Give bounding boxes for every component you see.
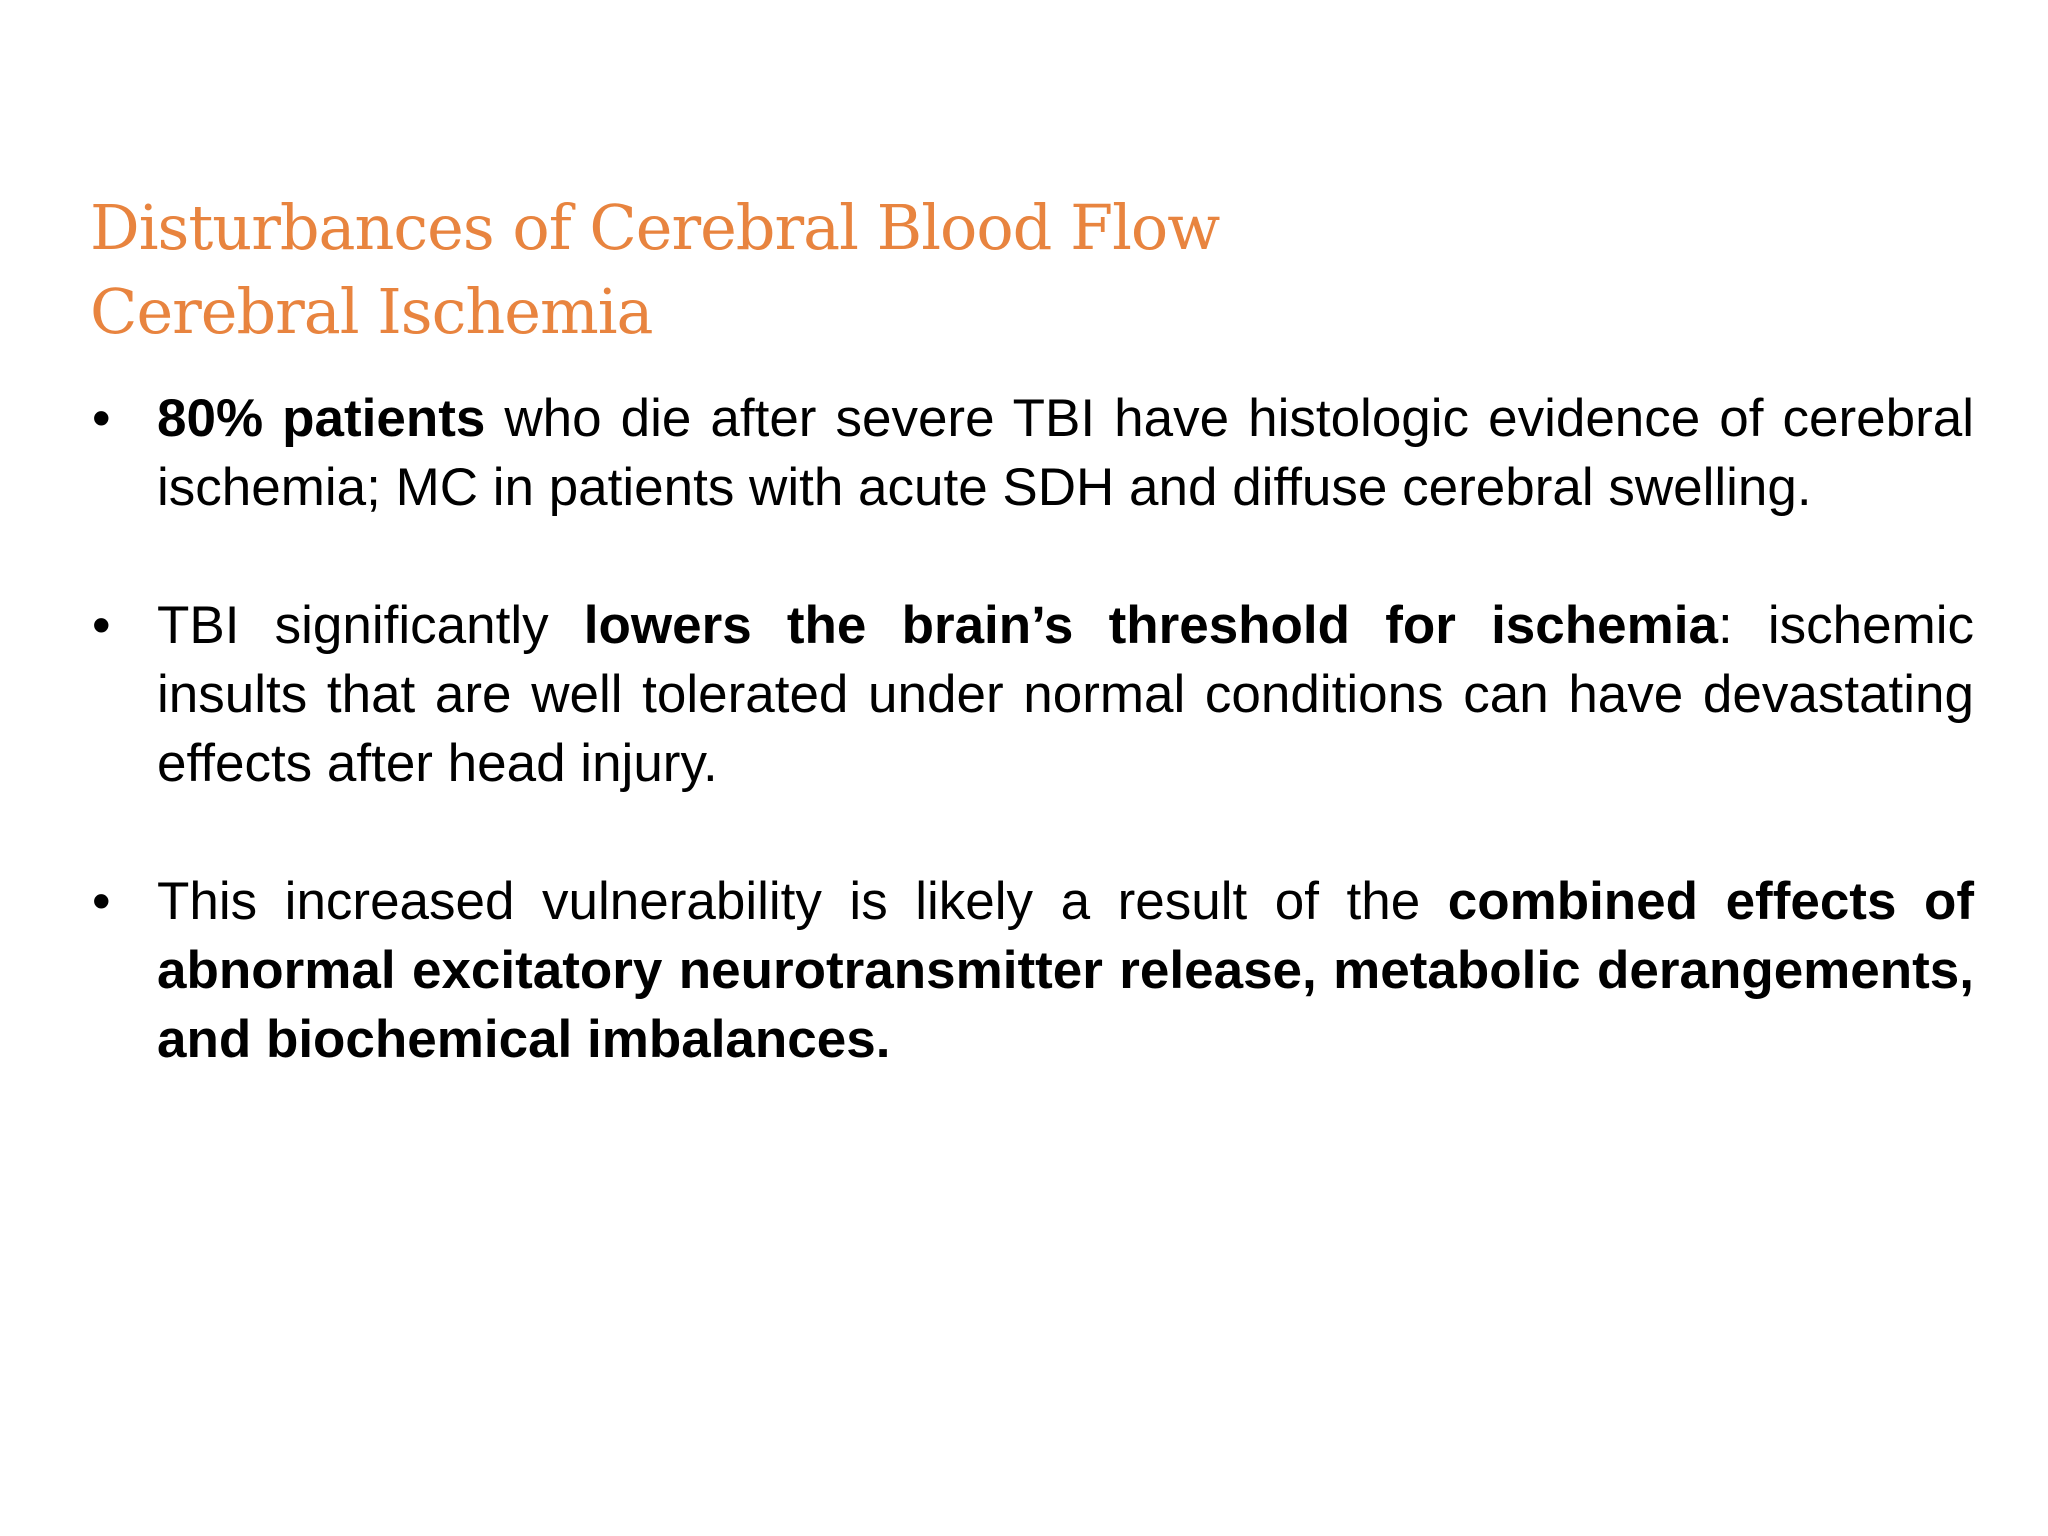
slide-title: [90, 186, 1990, 354]
bullet-text: [157, 867, 1974, 1074]
bullet-body: : ischemic insults that are well tolerated under normal conditions can have devastating effects after head injury.: [157, 596, 1975, 793]
title-line-2: Cerebral Ischemia: [90, 275, 653, 348]
bullet-list: [90, 384, 1974, 1143]
bullet-marker: •: [92, 872, 111, 931]
bullet-item-2: [90, 591, 1974, 798]
bullet-emphasis: combined effects of abnormal excitatory neurotransmitter release, metabolic derangements, and biochemical imbalances.: [157, 872, 1974, 1069]
bullet-text: [157, 384, 1974, 522]
bullet-item-3: [90, 867, 1974, 1074]
bullet-emphasis: lowers the brain’s threshold for ischemia: [583, 596, 1718, 655]
bullet-body: TBI significantly: [157, 596, 584, 655]
bullet-body: This increased vulnerability is likely a result of the: [157, 872, 1448, 931]
bullet-item-1: [90, 384, 1974, 522]
bullet-text: [157, 591, 1974, 798]
bullet-marker: •: [92, 389, 111, 448]
bullet-body: who die after severe TBI have histologic evidence of cerebral ischemia; MC in patients with acute SDH and diffuse cerebral swelling.: [157, 389, 1974, 517]
bullet-marker: •: [92, 596, 111, 655]
title-line-1: Disturbances of Cerebral Blood Flow: [90, 191, 1220, 264]
bullet-emphasis: 80% patients: [157, 389, 486, 448]
